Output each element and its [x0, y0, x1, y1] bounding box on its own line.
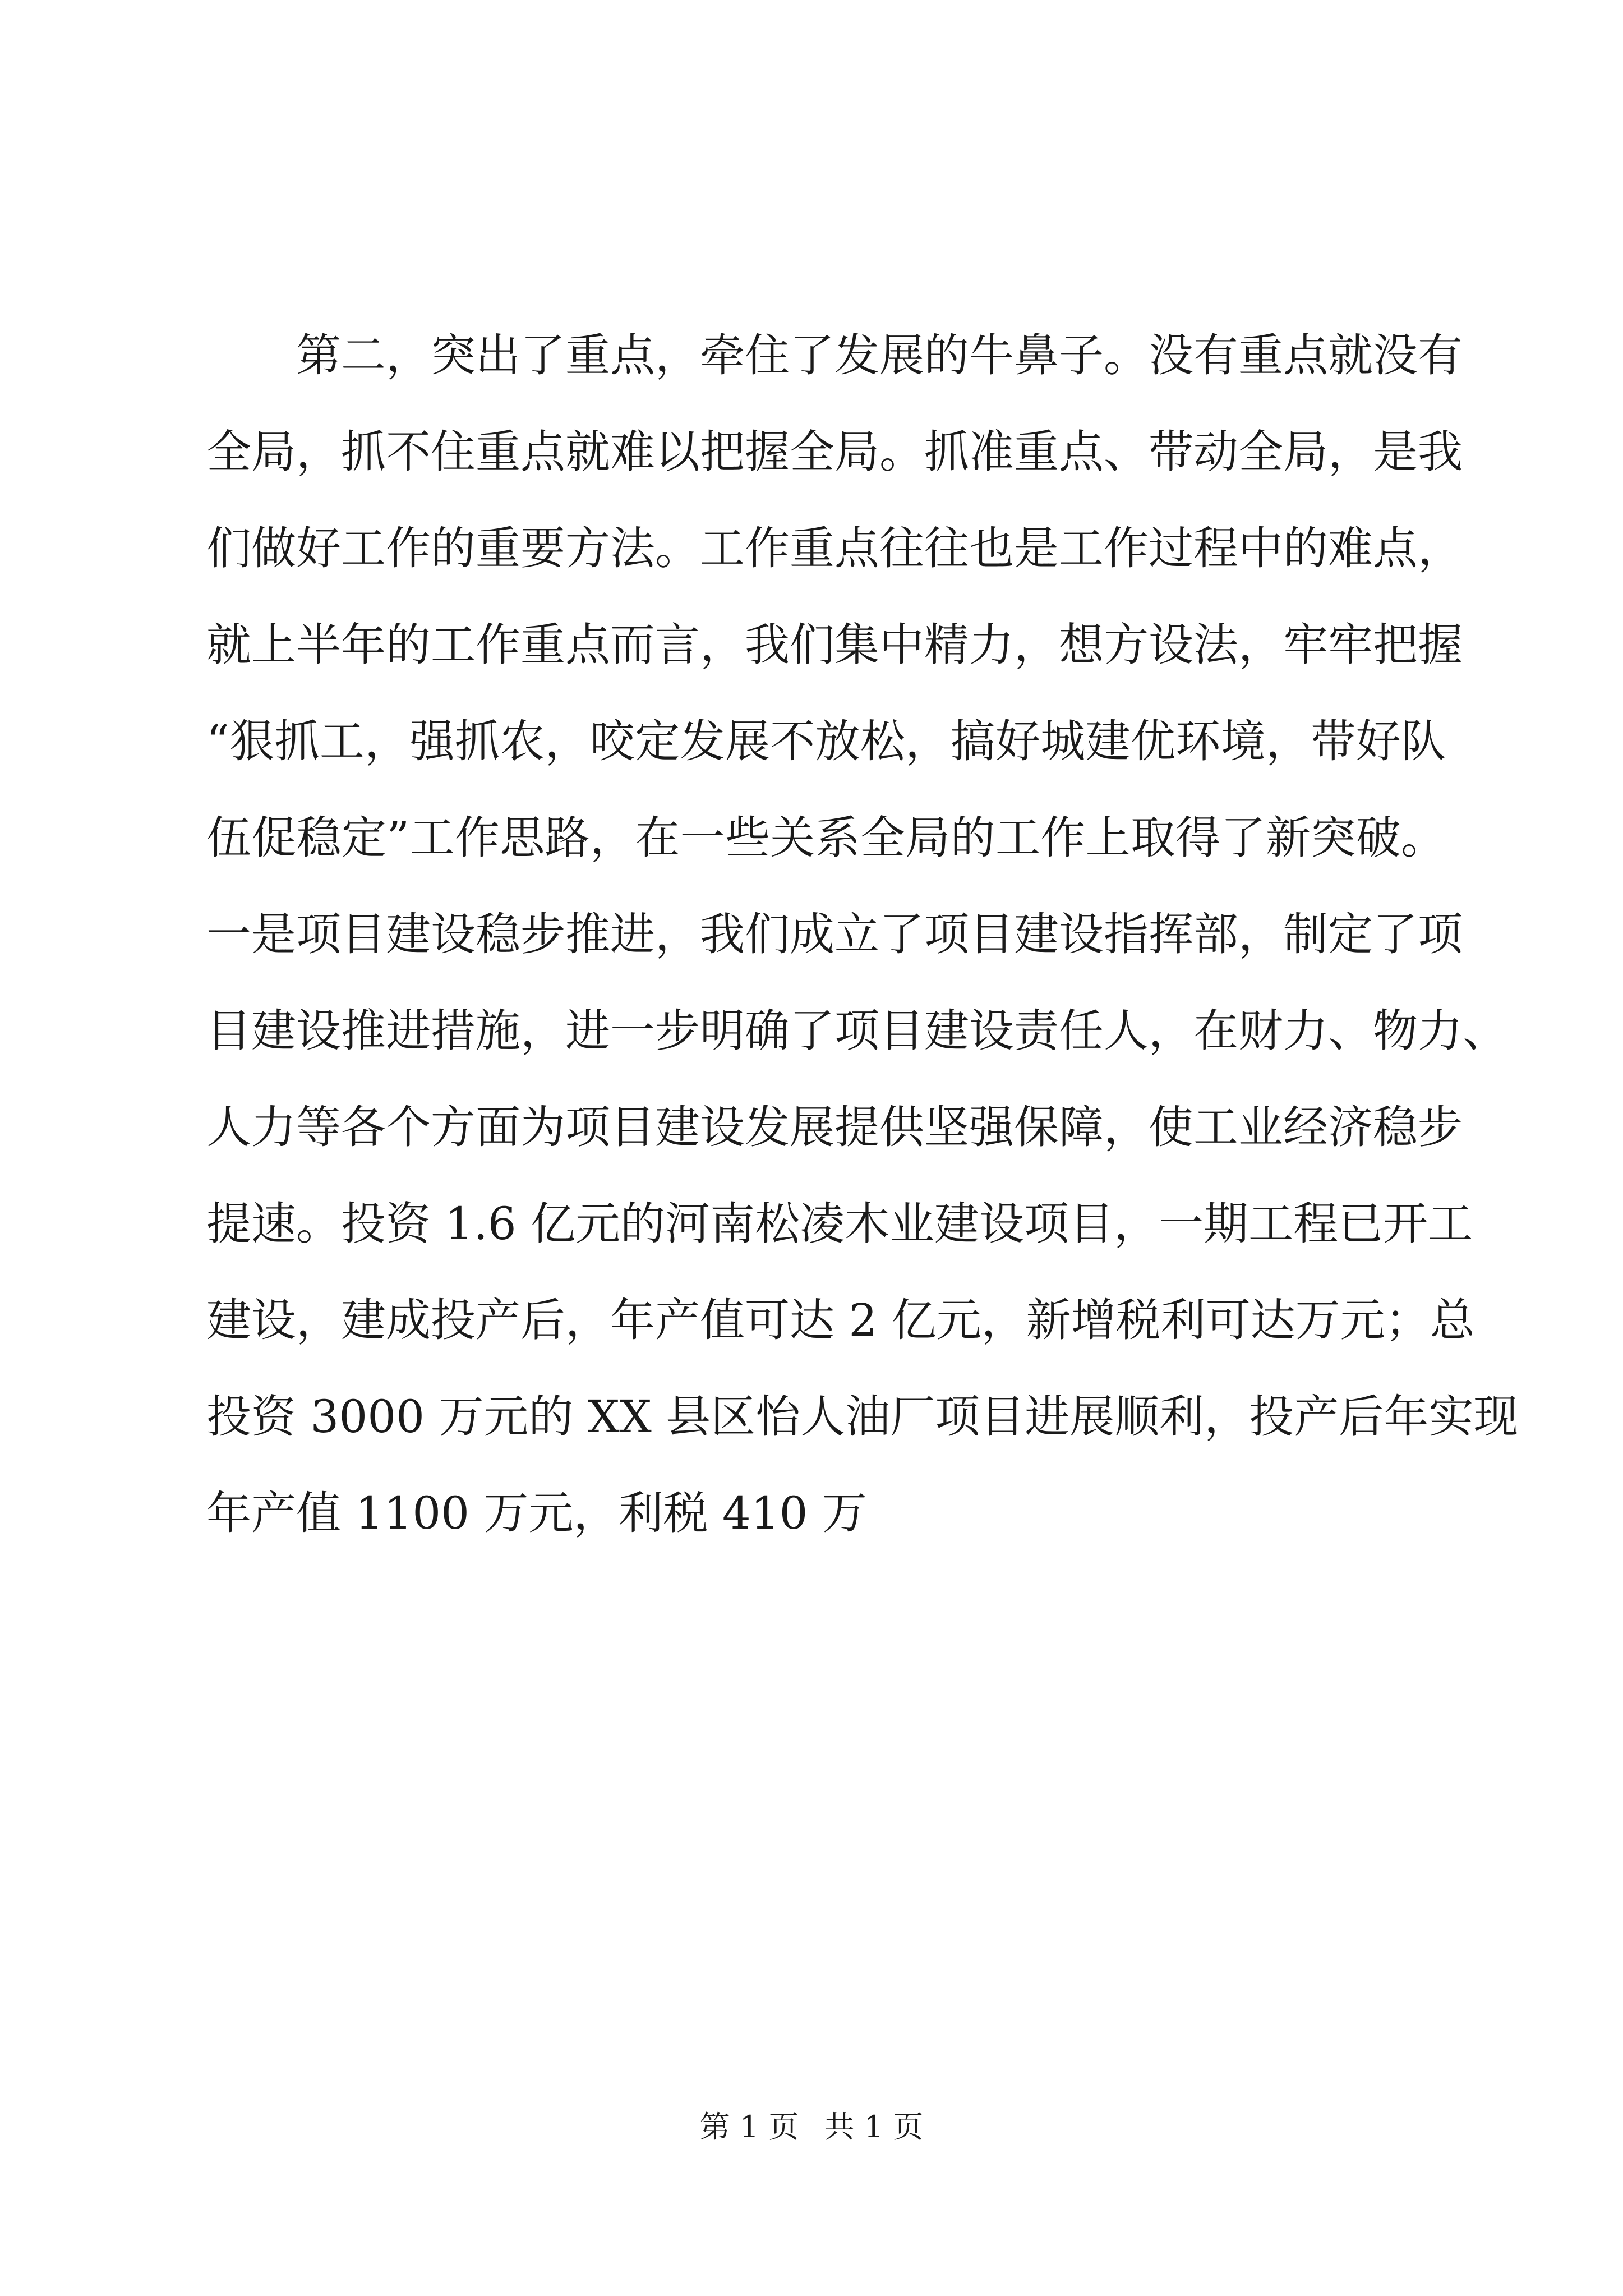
page-number: 第 1 页	[699, 2109, 799, 2145]
paragraph-line-12: 投资 3000 万元的 XX 县区怡人油厂项目进展顺利，投产后年实现	[206, 1391, 1519, 1443]
paragraph-line-8: 目建设推进措施，进一步明确了项目建设责任人，在财力、物力、	[206, 1005, 1507, 1057]
body-paragraph	[206, 307, 1519, 1562]
page-footer	[0, 2105, 1623, 2150]
page-total: 共 1 页	[824, 2109, 924, 2145]
paragraph-line-5: “狠抓工，强抓农，咬定发展不放松，搞好城建优环境，带好队	[206, 715, 1446, 767]
paragraph-line-7: 一是项目建设稳步推进，我们成立了项目建设指挥部，制定了项	[206, 908, 1463, 960]
paragraph-line-9: 人力等各个方面为项目建设发展提供坚强保障，使工业经济稳步	[206, 1101, 1463, 1153]
paragraph-line-1: 第二，突出了重点，牵住了发展的牛鼻子。没有重点就没有	[296, 329, 1463, 381]
paragraph-line-6: 伍促稳定”工作思路，在一些关系全局的工作上取得了新突破。	[206, 812, 1446, 864]
paragraph-line-10: 提速。投资 1.6 亿元的河南松凌木业建设项目，一期工程已开工	[206, 1198, 1473, 1250]
paragraph-line-11: 建设，建成投产后，年产值可达 2 亿元，新增税利可达万元；总	[206, 1294, 1475, 1346]
paragraph-line-3: 们做好工作的重要方法。工作重点往往也是工作过程中的难点，	[206, 522, 1463, 574]
paragraph-line-2: 全局，抓不住重点就难以把握全局。抓准重点、带动全局，是我	[206, 426, 1463, 478]
paragraph-line-4: 就上半年的工作重点而言，我们集中精力，想方设法，牢牢把握	[206, 619, 1463, 671]
paragraph-line-13: 年产值 1100 万元，利税 410 万	[206, 1487, 868, 1539]
